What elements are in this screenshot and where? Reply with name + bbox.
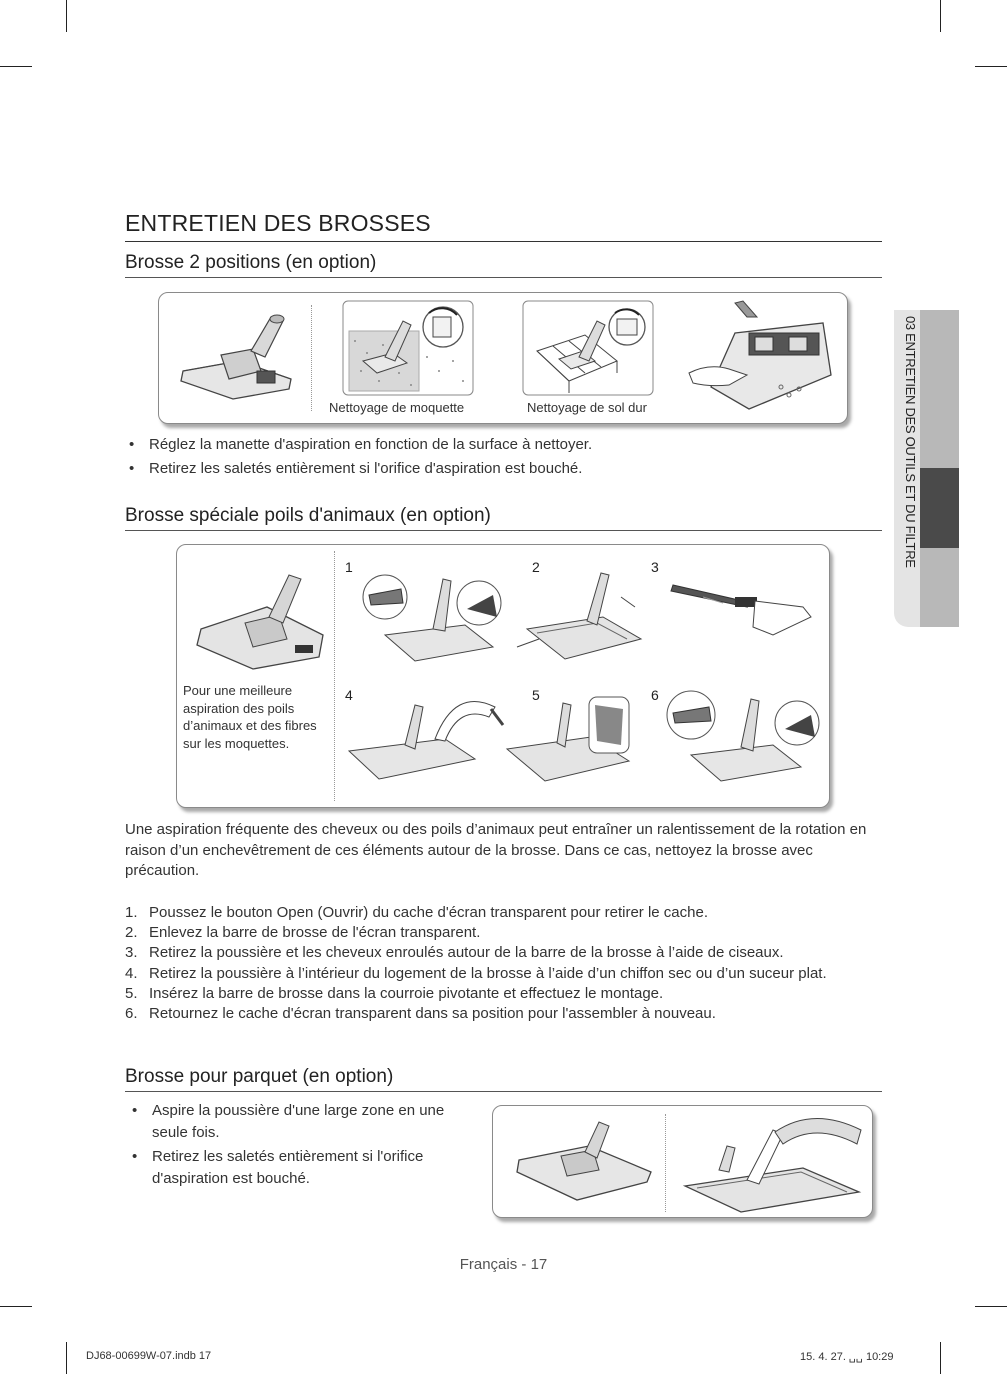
pet-hair-brush-illustration-panel bbox=[176, 544, 830, 808]
step-number: 5 bbox=[532, 687, 540, 703]
step-text: Insérez la barre de brosse dans la courroie pivotante et effectuez le montage. bbox=[149, 984, 664, 1002]
parquet-brush-illustration-panel bbox=[492, 1105, 873, 1218]
step-text: Retirez la poussière et les cheveux enroulés autour de la barre de la brosse à l’aide de ciseaux. bbox=[149, 944, 784, 962]
step-2-illustration bbox=[517, 573, 645, 663]
floor-brush-icon bbox=[179, 309, 299, 399]
caption-carpet-cleaning: Nettoyage de moquette bbox=[329, 400, 465, 415]
parquet-brush-bullets bbox=[128, 1100, 478, 1189]
section-heading-2-position-brush: Brosse 2 positions (en option) bbox=[125, 252, 882, 278]
step-1-illustration bbox=[355, 573, 505, 663]
hard-floor-cleaning-illustration bbox=[523, 301, 653, 395]
pet-hair-brush-icon bbox=[195, 565, 325, 669]
step-index: 2. bbox=[125, 924, 138, 942]
cleaning-steps-list bbox=[125, 903, 915, 1024]
crop-mark bbox=[975, 66, 1007, 67]
panel-divider bbox=[334, 551, 335, 801]
step-number: 1 bbox=[345, 559, 353, 575]
step-3-illustration bbox=[663, 577, 813, 641]
list-item bbox=[125, 923, 915, 943]
crop-mark bbox=[0, 1306, 32, 1307]
step-index: 4. bbox=[125, 964, 138, 982]
crop-mark bbox=[0, 66, 32, 67]
panel-divider bbox=[665, 1114, 666, 1212]
pet-hair-brush-caption: Pour une meilleure aspiration des poils d’animaux et des fibres sur les moquettes. bbox=[183, 683, 317, 751]
two-position-brush-illustration-panel bbox=[158, 292, 848, 424]
list-item: • Retirez les saletés entièrement si l'orifice d'aspiration est bouché. bbox=[125, 457, 882, 481]
step-number: 3 bbox=[651, 559, 659, 575]
list-item bbox=[125, 1004, 915, 1024]
step-number: 4 bbox=[345, 687, 353, 703]
section-heading-parquet-brush: Brosse pour parquet (en option) bbox=[125, 1066, 882, 1092]
step-4-illustration bbox=[345, 695, 505, 785]
step-index: 1. bbox=[125, 904, 138, 921]
side-tab-label: 03 ENTRETIEN DES OUTILS ET DU FILTRE bbox=[903, 316, 918, 568]
chapter-side-tab bbox=[894, 310, 959, 627]
crop-mark bbox=[66, 1342, 67, 1374]
side-tab-segment bbox=[920, 548, 959, 627]
crop-mark bbox=[940, 0, 941, 32]
pet-hair-brush-paragraph: Une aspiration fréquente des cheveux ou des poils d’animaux peut entraîner un ralentissement de la rotation en raison d’un enchevêtrement de ces éléments autour de la brosse. Dans ce cas, nettoyez la brosse avec précaution. bbox=[125, 821, 867, 879]
list-item bbox=[125, 964, 915, 984]
step-number: 6 bbox=[651, 687, 659, 703]
step-6-illustration bbox=[661, 689, 821, 785]
step-number: 2 bbox=[532, 559, 540, 575]
crop-mark bbox=[975, 1306, 1007, 1307]
step-text: Retournez le cache d'écran transparent dans sa position pour l'assembler à nouveau. bbox=[149, 1005, 716, 1023]
panel-divider bbox=[311, 305, 312, 411]
imprint-date: 15. 4. 27. ␣␣ 10:29 bbox=[800, 1351, 894, 1363]
carpet-cleaning-illustration bbox=[343, 301, 473, 395]
parquet-brush-cleaning-illustration bbox=[683, 1110, 865, 1214]
step-index: 6. bbox=[125, 1005, 138, 1023]
step-text: Retirez la poussière à l’intérieur du logement de la brosse à l’aide d’un chiffon sec ou d’un suceur plat. bbox=[149, 964, 827, 982]
list-item: • Réglez la manette d'aspiration en fonction de la surface à nettoyer. bbox=[125, 433, 882, 457]
crop-mark bbox=[66, 0, 67, 32]
side-tab-segment bbox=[920, 310, 959, 468]
list-item bbox=[125, 984, 915, 1004]
brush-underside-illustration bbox=[689, 303, 839, 411]
two-position-brush-bullets bbox=[125, 433, 882, 481]
list-item bbox=[125, 903, 915, 923]
step-index: 5. bbox=[125, 984, 138, 1002]
parquet-brush-icon bbox=[515, 1120, 655, 1204]
caption-hard-floor-cleaning: Nettoyage de sol dur bbox=[527, 400, 647, 415]
list-item: • Retirez les saletés entièrement si l'orifice d'aspiration est bouché. bbox=[128, 1146, 478, 1189]
crop-mark bbox=[940, 1342, 941, 1374]
imprint-filename: DJ68-00699W-07.indb 17 bbox=[86, 1350, 212, 1362]
step-index: 3. bbox=[125, 944, 138, 962]
side-tab-active-segment bbox=[920, 468, 959, 548]
section-heading-pet-hair-brush: Brosse spéciale poils d'animaux (en option) bbox=[125, 505, 882, 531]
page-number: Français - 17 bbox=[459, 1256, 548, 1273]
list-item: • Aspire la poussière d'une large zone en une seule fois. bbox=[128, 1100, 478, 1143]
page-title: ENTRETIEN DES BROSSES bbox=[125, 210, 882, 242]
list-item bbox=[125, 943, 915, 963]
step-5-illustration bbox=[503, 695, 633, 785]
step-text: Poussez le bouton Open (Ouvrir) du cache d'écran transparent pour retirer le cache. bbox=[149, 904, 708, 921]
step-text: Enlevez la barre de brosse de l'écran transparent. bbox=[149, 924, 481, 942]
